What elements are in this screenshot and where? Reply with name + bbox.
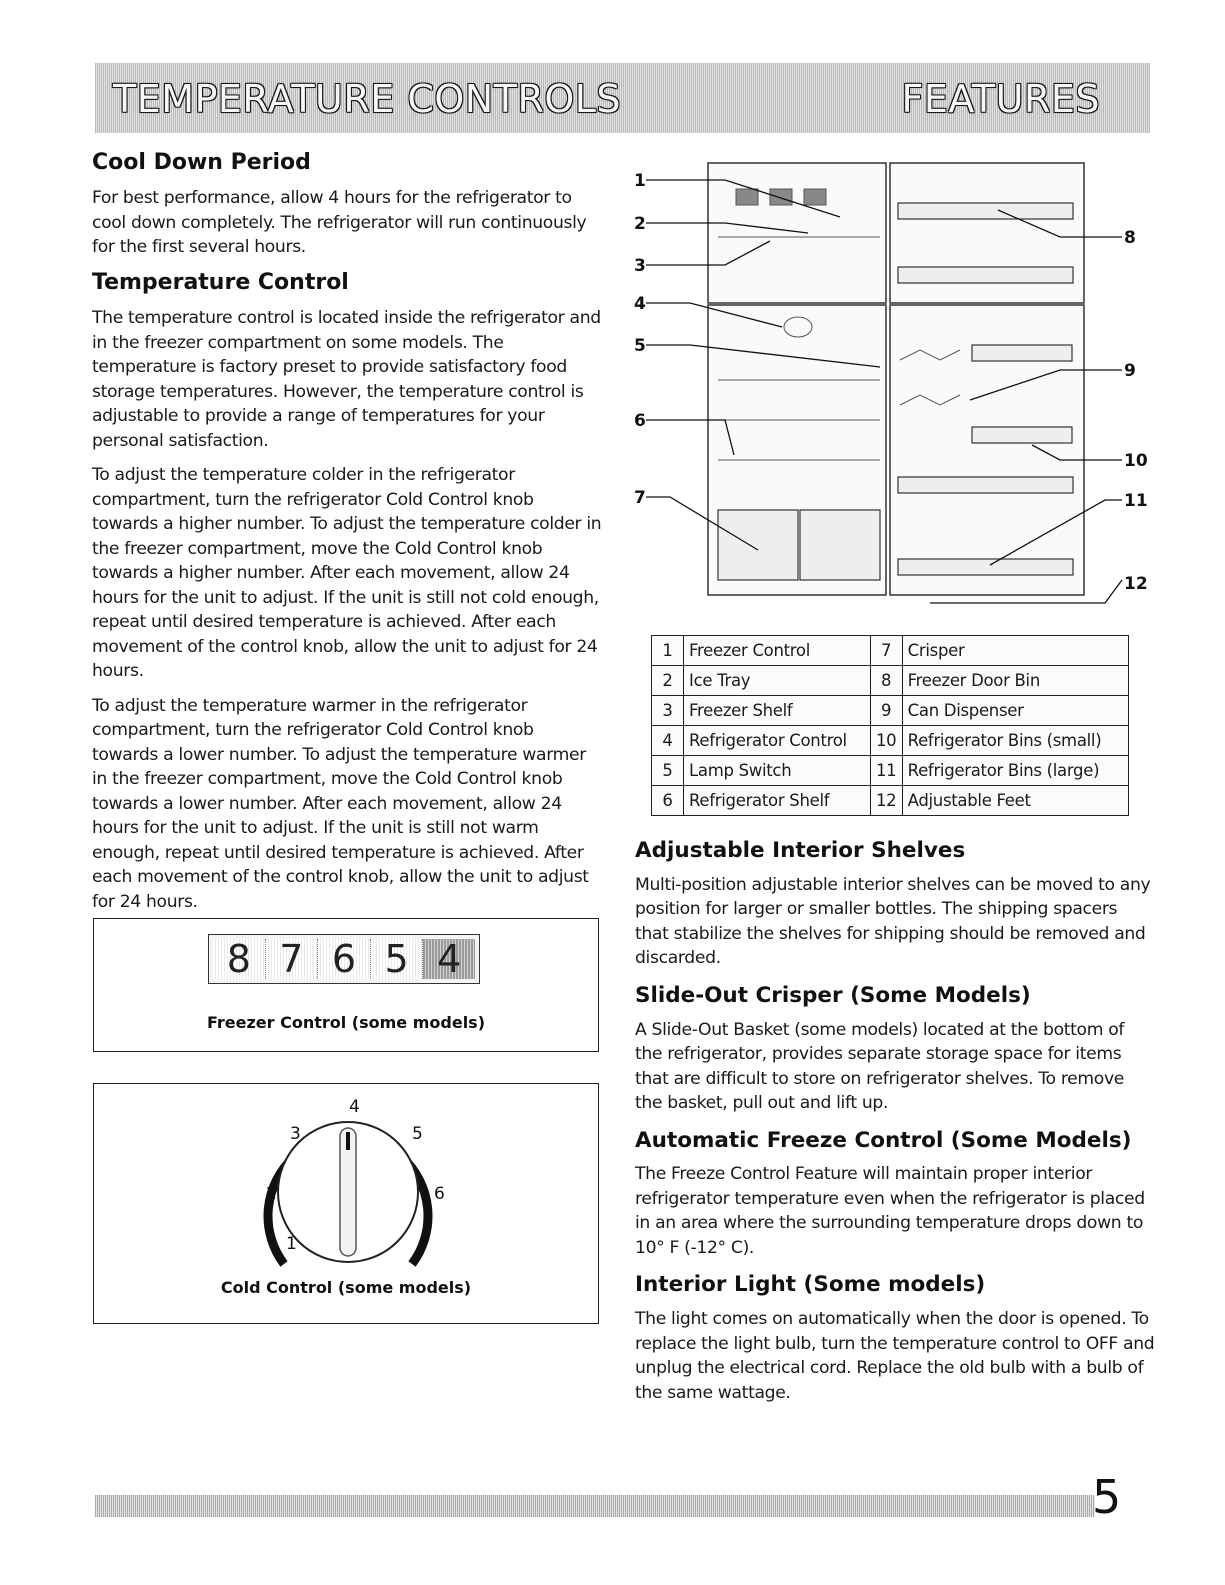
legend-label: Crisper — [902, 636, 1128, 666]
freezer-digit: 5 — [371, 939, 424, 979]
freezer-digit: 6 — [318, 939, 371, 979]
table-row — [652, 786, 1129, 816]
callout-5: 5 — [634, 336, 646, 356]
section-title-temperature-controls: TEMPERATURE CONTROLS — [113, 77, 622, 121]
temperature-control-paragraph-1: The temperature control is located inside the refrigerator and in the freezer compartment on some models. The temperature is factory preset to provide satisfactory food storage temperatures. However, the temperature control is adjustable to provide a range of temperatures for your personal satisfaction. — [92, 308, 601, 451]
legend-label: Ice Tray — [684, 666, 871, 696]
callout-1: 1 — [634, 171, 646, 191]
page-number: 5 — [1092, 1470, 1122, 1524]
callout-3: 3 — [634, 256, 646, 276]
adjustable-shelves-text: Multi-position adjustable interior shelves can be moved to any position for larger or smaller bottles. The shipping spacers that stabilize the shelves for shipping should be removed and discarded. — [635, 874, 1151, 969]
table-row — [652, 726, 1129, 756]
dial-number: 3 — [290, 1124, 301, 1144]
footer-rule — [95, 1495, 1095, 1517]
refrigerator-diagram — [630, 155, 1150, 620]
left-column — [92, 150, 602, 924]
legend-label: Freezer Control — [684, 636, 871, 666]
slide-out-crisper-heading: Slide-Out Crisper (Some Models) — [635, 982, 1031, 1008]
legend-label: Refrigerator Shelf — [684, 786, 871, 816]
right-column — [635, 838, 1155, 1417]
legend-number: 6 — [652, 786, 684, 816]
callout-8: 8 — [1124, 228, 1136, 248]
callout-2: 2 — [634, 214, 646, 234]
freezer-control-caption: Freezer Control (some models) — [206, 1013, 486, 1032]
temperature-control-paragraph-3: To adjust the temperature warmer in the refrigerator compartment, turn the refrigerator Cold Control knob towards a lower number. To adjust the temperature warmer in the freezer compartment, move the Cold Control knob towards a lower number. After each movement, allow 24 hours for the unit to adjust. If the unit is still not warm enough, repeat until desired temperature is achieved. After each movement of the control knob, allow the unit to adjust for 24 hours. — [92, 695, 589, 912]
interior-light-heading: Interior Light (Some models) — [635, 1272, 986, 1298]
freezer-control-figure — [93, 918, 599, 1052]
legend-label: Lamp Switch — [684, 756, 871, 786]
freezer-digit: 8 — [213, 939, 266, 979]
callout-4: 4 — [634, 294, 646, 314]
callout-12: 12 — [1124, 574, 1148, 594]
legend-label: Freezer Door Bin — [902, 666, 1128, 696]
dial-number: 5 — [412, 1124, 423, 1144]
callout-9: 9 — [1124, 361, 1136, 381]
parts-legend-table — [651, 635, 1129, 816]
dial-number: 7 — [420, 1234, 431, 1254]
legend-number: 12 — [870, 786, 902, 816]
table-row — [652, 696, 1129, 726]
dial-number: 2 — [266, 1184, 277, 1204]
legend-label: Refrigerator Bins (small) — [902, 726, 1128, 756]
interior-light-text: The light comes on automatically when the door is opened. To replace the light bulb, turn the temperature control to OFF and unplug the electrical cord. Replace the old bulb with a bulb of the same wattage. — [635, 1309, 1155, 1403]
freezer-digit: 4 — [423, 939, 475, 979]
temperature-control-paragraph-2: To adjust the temperature colder in the refrigerator compartment, turn the refrigerator Cold Control knob towards a higher number. To adjust the temperature colder in the freezer compartment, move the Cold Control knob towards a higher number. After each movement, allow 24 hours for the unit to adjust. If the unit is still not cold enough, repeat until desired temperature is achieved. After each movement of the control knob, allow the unit to adjust for 24 hours. — [92, 465, 602, 682]
legend-number: 4 — [652, 726, 684, 756]
table-row — [652, 666, 1129, 696]
dial-number: 4 — [349, 1097, 360, 1117]
automatic-freeze-control-text: The Freeze Control Feature will maintain proper interior refrigerator temperature even when the refrigerator is placed in an area where the surrounding temperature drops down to 10° F (-12° C). — [635, 1164, 1145, 1258]
callout-7: 7 — [634, 488, 646, 508]
legend-number: 3 — [652, 696, 684, 726]
cold-control-figure — [93, 1083, 599, 1324]
callout-6: 6 — [634, 411, 646, 431]
legend-label: Can Dispenser — [902, 696, 1128, 726]
adjustable-shelves-heading: Adjustable Interior Shelves — [635, 838, 966, 863]
slide-out-crisper-text: A Slide-Out Basket (some models) located at the bottom of the refrigerator, provides separate storage space for items that are difficult to store on refrigerator shelves. To remove the basket, pull out and lift up. — [635, 1019, 1125, 1114]
cool-down-heading: Cool Down Period — [92, 150, 311, 175]
table-row — [652, 756, 1129, 786]
freezer-control-slider — [208, 934, 480, 984]
legend-number: 9 — [870, 696, 902, 726]
temperature-control-heading: Temperature Control — [92, 269, 349, 295]
dial-number: 1 — [286, 1234, 297, 1254]
legend-label: Refrigerator Control — [684, 726, 871, 756]
automatic-freeze-control-heading: Automatic Freeze Control (Some Models) — [635, 1127, 1132, 1153]
legend-number: 11 — [870, 756, 902, 786]
legend-label: Refrigerator Bins (large) — [902, 756, 1128, 786]
legend-label: Freezer Shelf — [684, 696, 871, 726]
cold-control-caption: Cold Control (some models) — [220, 1278, 472, 1297]
legend-number: 1 — [652, 636, 684, 666]
legend-label: Adjustable Feet — [902, 786, 1128, 816]
legend-number: 7 — [870, 636, 902, 666]
legend-number: 2 — [652, 666, 684, 696]
legend-number: 8 — [870, 666, 902, 696]
header-banner — [95, 63, 1150, 133]
freezer-digit: 7 — [266, 939, 319, 979]
callout-11: 11 — [1124, 491, 1148, 511]
cool-down-text: For best performance, allow 4 hours for the refrigerator to cool down completely. The refrigerator will run continuously for the first several hours. — [92, 188, 587, 258]
legend-number: 10 — [870, 726, 902, 756]
table-row — [652, 636, 1129, 666]
section-title-features: FEATURES — [901, 77, 1100, 121]
legend-number: 5 — [652, 756, 684, 786]
callout-10: 10 — [1124, 451, 1148, 471]
dial-number: 6 — [434, 1184, 445, 1204]
